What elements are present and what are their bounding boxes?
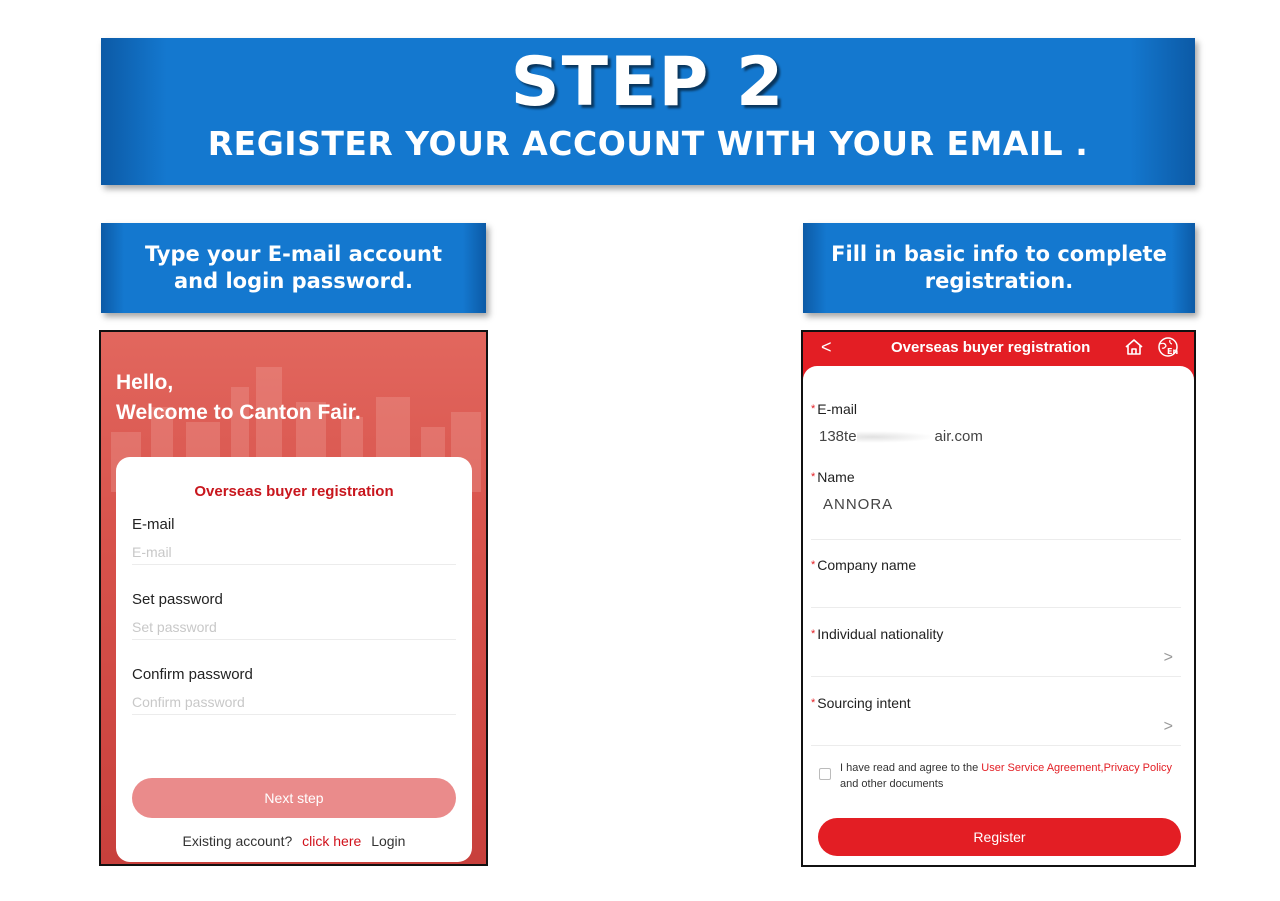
registration-instruction-text: Fill in basic info to complete registration. — [831, 241, 1167, 293]
reg-name-field[interactable] — [811, 468, 1181, 540]
email-label: E-mail — [132, 516, 175, 533]
registration-instruction-banner — [803, 223, 1195, 313]
reg-email-value[interactable]: 138te air.com — [819, 428, 983, 445]
nav-title: Overseas buyer registration — [891, 339, 1091, 356]
registration-form — [803, 366, 1194, 867]
login-card — [116, 457, 472, 862]
login-instruction-text: Type your E-mail account and login password. — [144, 241, 443, 293]
set-password-field[interactable] — [132, 590, 456, 640]
svg-text:En: En — [1167, 347, 1179, 356]
register-button[interactable]: Register — [818, 818, 1181, 856]
reg-sourcing-label: Sourcing intent — [817, 695, 911, 711]
reg-name-value[interactable]: ANNORA — [823, 496, 894, 513]
agreement-checkbox[interactable] — [819, 768, 831, 780]
existing-account-text: Existing account? — [182, 833, 293, 849]
login-link[interactable]: Login — [371, 833, 406, 849]
email-input[interactable]: E-mail — [132, 544, 172, 560]
chevron-right-icon[interactable]: > — [1163, 718, 1173, 735]
privacy-policy-link[interactable]: Privacy Policy — [1103, 762, 1173, 774]
required-mark: * — [811, 471, 816, 483]
confirm-password-label: Confirm password — [132, 666, 253, 683]
login-instruction-banner — [101, 223, 486, 313]
required-mark: * — [811, 628, 816, 640]
greeting-line-2: Welcome to Canton Fair. — [116, 401, 361, 424]
reg-company-label: Company name — [817, 557, 917, 573]
set-password-input[interactable]: Set password — [132, 619, 217, 635]
login-screen — [99, 330, 488, 866]
reg-nationality-field[interactable] — [811, 625, 1181, 677]
reg-sourcing-field[interactable] — [811, 694, 1181, 746]
greeting-line-1: Hello, — [116, 371, 174, 394]
required-mark: * — [811, 559, 816, 571]
confirm-password-input[interactable]: Confirm password — [132, 694, 245, 710]
nav-bar — [803, 332, 1194, 366]
click-here-link[interactable]: click here — [302, 833, 362, 849]
email-field[interactable] — [132, 515, 456, 565]
blurred-text — [857, 431, 935, 443]
step-banner — [101, 38, 1195, 185]
confirm-password-field[interactable] — [132, 665, 456, 715]
chevron-right-icon[interactable]: > — [1163, 649, 1173, 666]
reg-company-field[interactable] — [811, 556, 1181, 608]
step-subtitle: REGISTER YOUR ACCOUNT WITH YOUR EMAIL . — [207, 124, 1089, 163]
reg-name-label: Name — [817, 469, 855, 485]
reg-email-label: E-mail — [817, 401, 857, 417]
set-password-label: Set password — [132, 591, 223, 608]
agreement-text: I have read and agree to the User Service Agreement,Privacy Policy and other documents — [840, 762, 1173, 790]
agreement-row — [819, 760, 1179, 792]
existing-account-line — [116, 833, 472, 849]
home-icon[interactable] — [1123, 336, 1145, 358]
registration-screen — [801, 330, 1196, 867]
welcome-greeting — [116, 368, 361, 428]
user-service-agreement-link[interactable]: User Service Agreement — [981, 762, 1101, 774]
reg-email-field[interactable] — [811, 400, 1181, 446]
reg-nationality-label: Individual nationality — [817, 626, 944, 642]
step-title: STEP 2 — [510, 43, 786, 122]
next-step-button[interactable]: Next step — [132, 778, 456, 818]
required-mark: * — [811, 697, 816, 709]
back-icon[interactable]: < — [821, 337, 832, 357]
required-mark: * — [811, 403, 816, 415]
card-title: Overseas buyer registration — [194, 483, 394, 500]
language-en-icon[interactable] — [1156, 335, 1180, 359]
